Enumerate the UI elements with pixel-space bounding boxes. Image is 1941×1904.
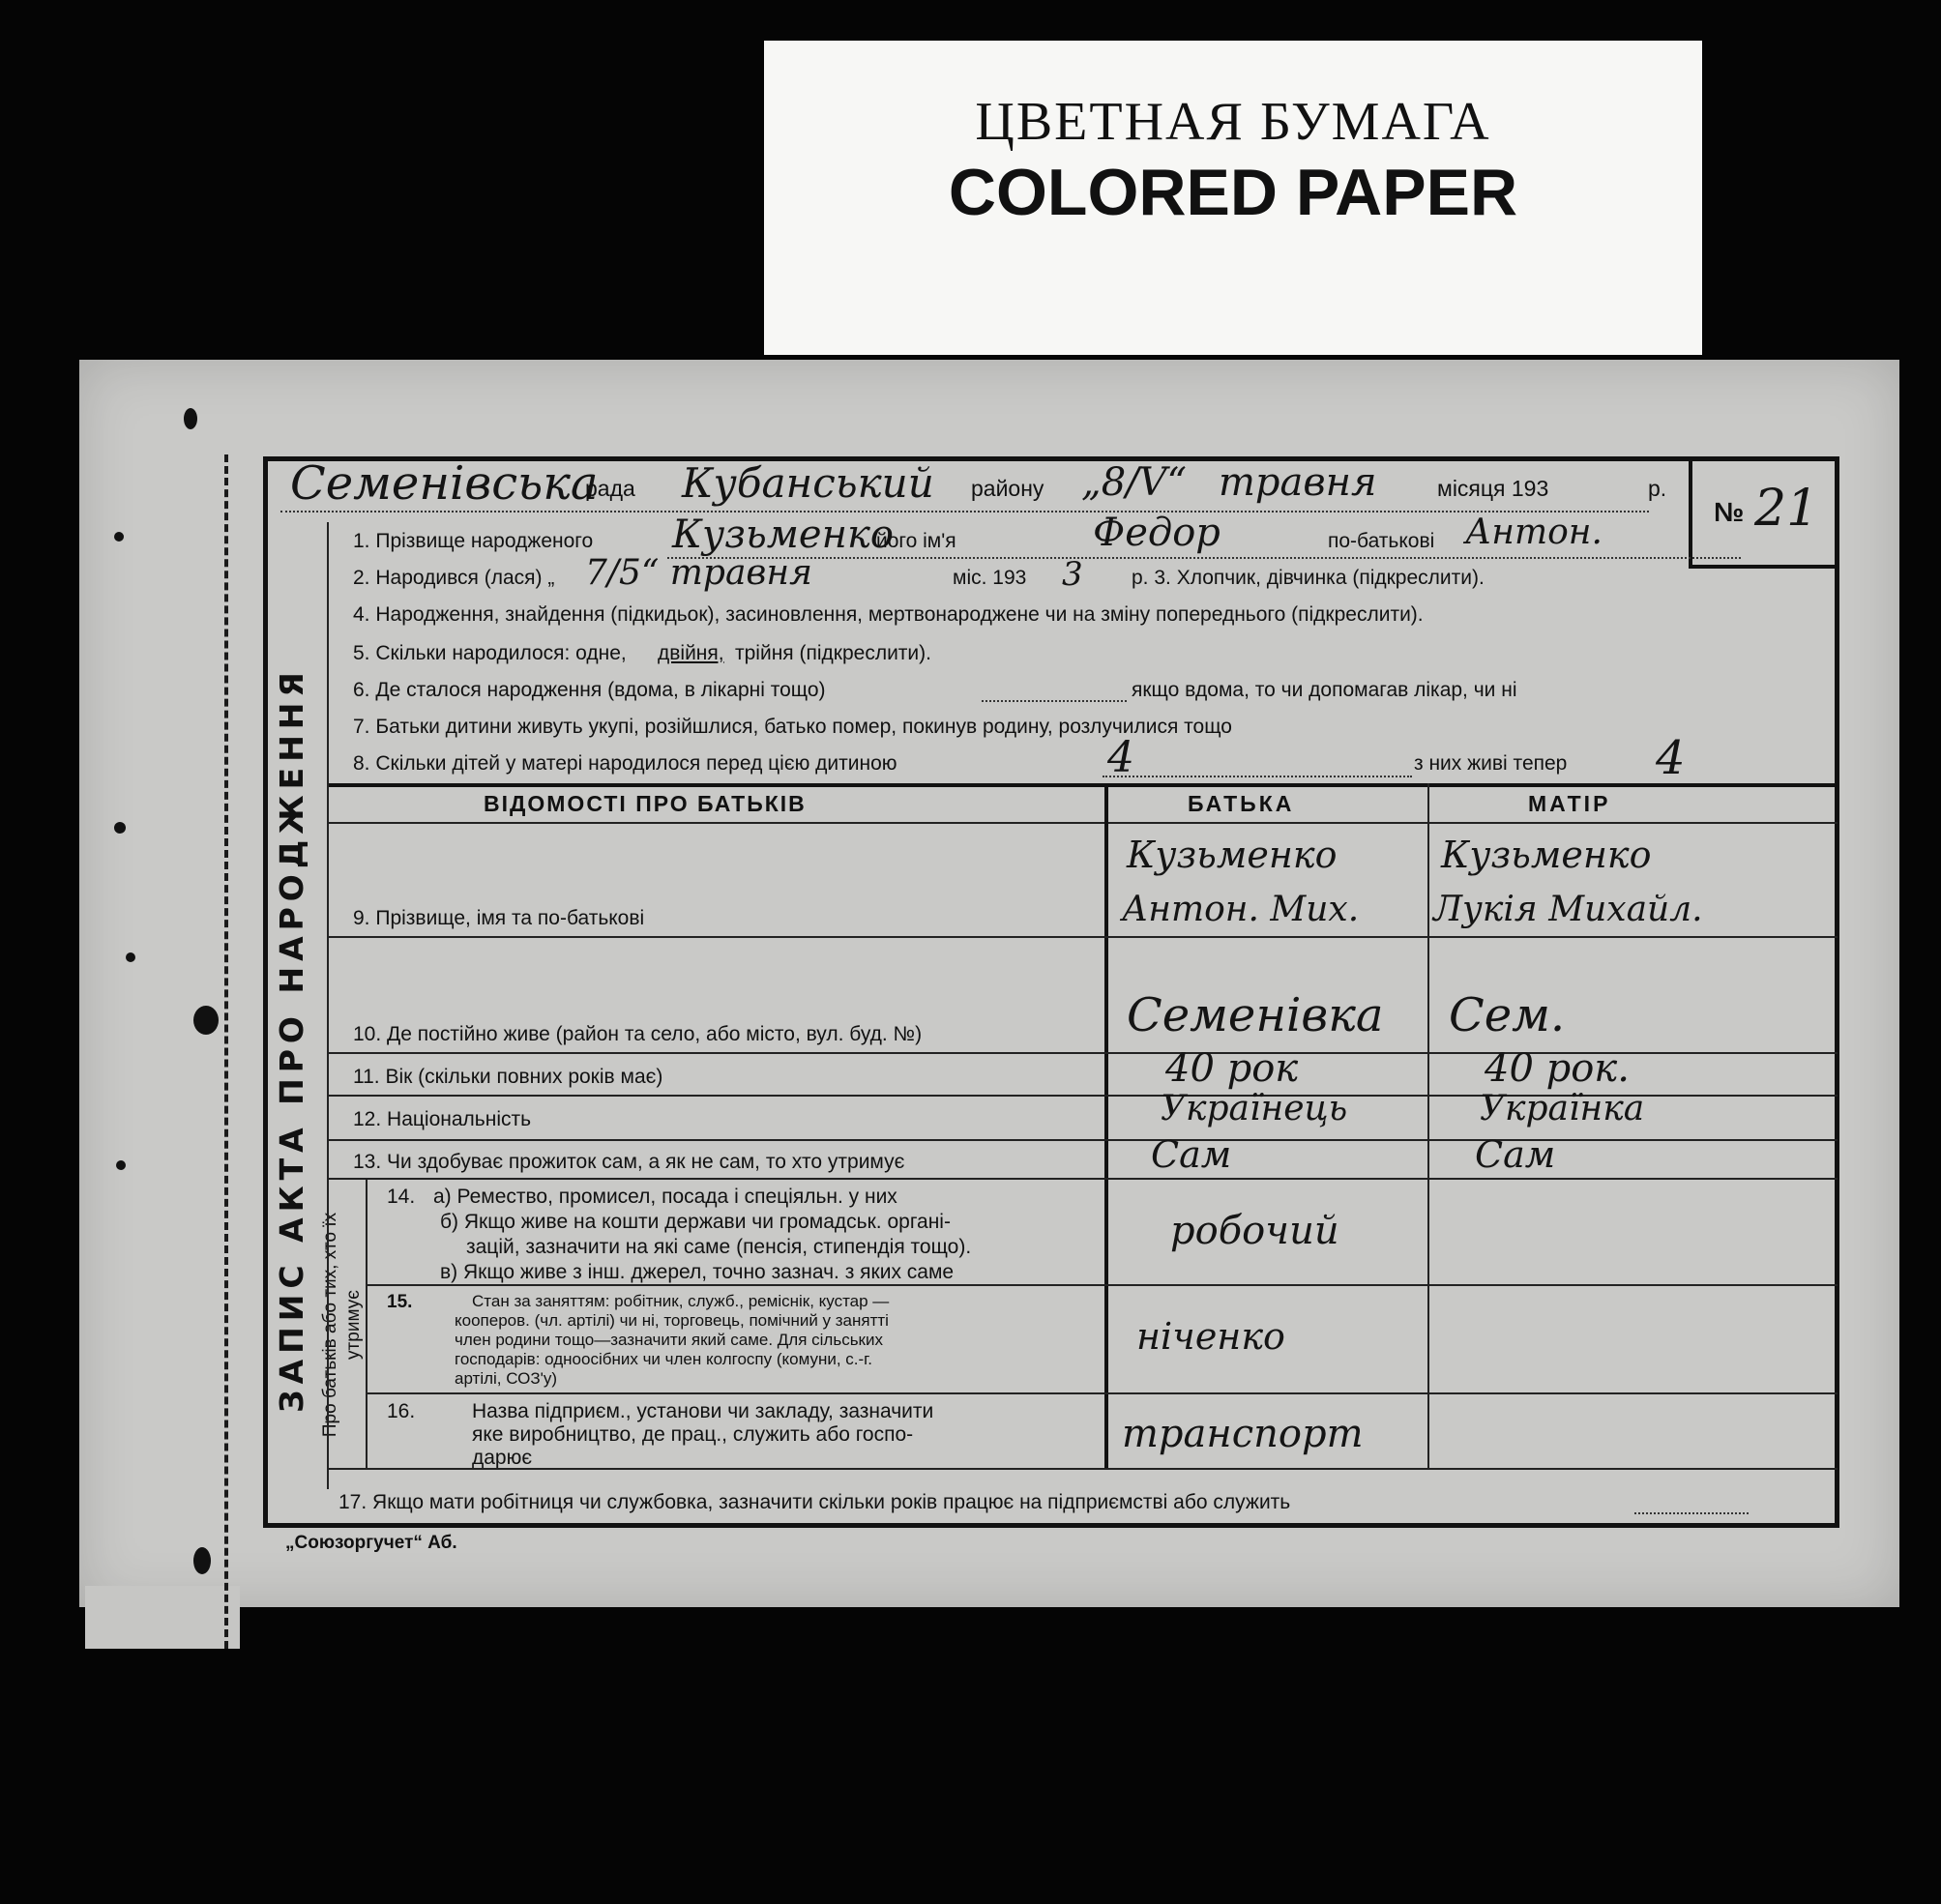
row1-label-name: його ім'я bbox=[876, 530, 956, 552]
ink-spot bbox=[193, 1547, 211, 1574]
child-surname-handwritten: Кузьменко bbox=[672, 513, 894, 557]
col-info-header: ВІДОМОСТІ ПРО БАТЬКІВ bbox=[484, 791, 807, 816]
row5-label-triplets: трійня (підкреслити). bbox=[735, 642, 931, 664]
month-label: місяця 193 bbox=[1437, 476, 1549, 501]
row1-label-surname: 1. Прізвище народженого bbox=[353, 530, 594, 552]
father-residence-handwritten: Семенівка bbox=[1127, 988, 1384, 1042]
father-status-handwritten: ніченко bbox=[1136, 1315, 1285, 1358]
row14-number: 14. bbox=[387, 1186, 416, 1208]
col-mother-header: МАТІР bbox=[1528, 791, 1611, 816]
row5-label-count: 5. Скільки народилося: одне, bbox=[353, 642, 627, 664]
row9-label: 9. Прізвище, імя та по-батькові bbox=[353, 907, 645, 929]
child-name-handwritten: Федор bbox=[1093, 511, 1220, 555]
children-count-handwritten: 4 bbox=[1107, 733, 1134, 782]
row14-b1: б) Якщо живе на кошти держави чи громадськ. органі- bbox=[440, 1211, 951, 1233]
child-patronymic-handwritten: Антон. bbox=[1465, 513, 1603, 552]
father-age-handwritten: 40 рок bbox=[1165, 1046, 1299, 1091]
father-name-handwritten: Антон. Мих. bbox=[1122, 890, 1360, 929]
col-divider-mother bbox=[1427, 783, 1429, 1468]
row8-label-children: 8. Скільки дітей у матері народилося перед цією дитиною bbox=[353, 752, 897, 775]
row10-label: 10. Де постійно живе (район та село, або місто, вул. буд. №) bbox=[353, 1023, 923, 1045]
colored-paper-label-card bbox=[764, 41, 1702, 355]
row15-line2: кооперов. (чл. артілі) чи ні, торговець, помічний у занятті bbox=[455, 1311, 889, 1330]
row5-twins-underlined: двійня, bbox=[658, 642, 724, 664]
row15-number: 15. bbox=[387, 1292, 413, 1312]
month-handwritten: травня bbox=[1219, 460, 1377, 505]
row6-label-doctor: якщо вдома, то чи допомагав лікар, чи ні bbox=[1132, 679, 1517, 701]
header-underline bbox=[280, 511, 1649, 513]
row2-label-born: 2. Народився (лася) „ bbox=[353, 567, 555, 589]
row12-bottom bbox=[327, 1139, 1838, 1141]
subrows-margin bbox=[366, 1178, 368, 1468]
row14-bottom bbox=[366, 1284, 1838, 1286]
row13-label: 13. Чи здобуває прожиток сам, а як не сам, то хто утримує bbox=[353, 1151, 905, 1173]
row12-label: 12. Національність bbox=[353, 1108, 532, 1130]
rada-label: рада bbox=[585, 476, 635, 501]
paper-tail bbox=[85, 1586, 240, 1649]
row6-dots bbox=[982, 700, 1127, 702]
ink-spot bbox=[114, 532, 124, 542]
father-nationality-handwritten: Українець bbox=[1161, 1089, 1348, 1128]
alive-count-handwritten: 4 bbox=[1656, 731, 1686, 785]
row17-label: 17. Якщо мати робітниця чи службовка, зазначити скільки років працює на підприємстві або служить bbox=[338, 1491, 1291, 1513]
row14-c: в) Якщо живе з інш. джерел, точно зазнач. з яких саме bbox=[440, 1261, 955, 1283]
day-handwritten: „8/V“ bbox=[1081, 460, 1187, 505]
label-title-en: COLORED PAPER bbox=[948, 156, 1518, 229]
number-label: № bbox=[1714, 497, 1745, 527]
mother-surname-handwritten: Кузьменко bbox=[1441, 834, 1652, 876]
col-divider-father bbox=[1104, 783, 1108, 1468]
row2-label-sex: р. 3. Хлопчик, дівчинка (підкреслити). bbox=[1132, 567, 1485, 589]
mother-residence-handwritten: Сем. bbox=[1449, 988, 1566, 1042]
row15-bottom bbox=[366, 1392, 1838, 1394]
row15-line4: господарів: одноосібних чи член колгоспу (комуни, с.-г. bbox=[455, 1350, 873, 1368]
row4-birth-type: 4. Народження, знайдення (підкидьок), засиновлення, мертвонароджене чи на зміну попереднього (підкреслити). bbox=[353, 603, 1424, 626]
year-suffix-label: р. bbox=[1648, 476, 1667, 501]
row11-label: 11. Вік (скільки повних років має) bbox=[353, 1066, 663, 1088]
birth-date-handwritten: 7/5“ травня bbox=[585, 553, 812, 593]
father-occupation-handwritten: робочий bbox=[1170, 1209, 1339, 1253]
row16-line1: Назва підприєм., установи чи закладу, зазначити bbox=[472, 1400, 934, 1422]
ink-spot bbox=[126, 952, 135, 962]
col-father-header: БАТЬКА bbox=[1188, 791, 1295, 816]
table-top-line bbox=[327, 783, 1838, 787]
table-header-bottom bbox=[327, 822, 1838, 824]
row16-line2: яке виробництво, де прац., служить або госпо- bbox=[472, 1423, 914, 1446]
mother-support-handwritten: Сам bbox=[1475, 1133, 1556, 1176]
raion-handwritten: Кубанський bbox=[682, 459, 934, 507]
father-support-handwritten: Сам bbox=[1151, 1133, 1232, 1176]
raion-label: району bbox=[971, 476, 1044, 501]
row14-a: а) Ремество, промисел, посада і спеціяльн. у них bbox=[433, 1186, 897, 1208]
row8-dots-a bbox=[1103, 776, 1412, 777]
row15-line1: Стан за заняттям: робітник, служб., реміснік, кустар — bbox=[472, 1292, 890, 1310]
birth-year-handwritten: 3 bbox=[1062, 555, 1083, 594]
row2-label-month: міс. 193 bbox=[953, 567, 1027, 589]
mother-name-handwritten: Лукія Михайл. bbox=[1433, 890, 1703, 929]
row1-dots bbox=[667, 557, 1741, 559]
row8-label-alive: з них живі тепер bbox=[1414, 752, 1568, 775]
row-number-margin bbox=[327, 522, 329, 1489]
row9-bottom bbox=[327, 936, 1838, 938]
mother-age-handwritten: 40 рок. bbox=[1485, 1046, 1630, 1091]
ink-spot bbox=[114, 822, 126, 834]
father-surname-handwritten: Кузьменко bbox=[1127, 834, 1338, 876]
row16-number: 16. bbox=[387, 1400, 416, 1422]
form-vertical-subtitle: Про батьків або тих, хто їх утримує bbox=[320, 1212, 364, 1438]
rada-handwritten: Семенівська bbox=[290, 456, 599, 511]
number-handwritten: 21 bbox=[1754, 480, 1819, 538]
father-workplace-handwritten: транспорт bbox=[1122, 1412, 1364, 1456]
row15-line3: член родини тощо—зазначити який саме. Для сільських bbox=[455, 1331, 883, 1349]
form-vertical-title: ЗАПИС АКТА ПРО НАРОДЖЕННЯ bbox=[273, 666, 310, 1413]
ink-spot bbox=[184, 408, 197, 429]
perforation-line bbox=[224, 454, 228, 1649]
row6-label-place: 6. Де сталося народження (вдома, в лікарні тощо) bbox=[353, 679, 826, 701]
printer-footer: „Союзоргучет“ Аб. bbox=[285, 1533, 457, 1553]
ink-spot bbox=[193, 1006, 219, 1035]
mother-nationality-handwritten: Українка bbox=[1480, 1089, 1645, 1128]
row16-bottom bbox=[327, 1468, 1838, 1470]
ink-spot bbox=[116, 1160, 126, 1170]
row1-label-patronymic: по-батькові bbox=[1328, 530, 1435, 552]
row7-parents-status: 7. Батьки дитини живуть укупі, розійшлися, батько помер, покинув родину, розлучилися тощо bbox=[353, 716, 1232, 738]
row14-b2: зацій, зазначити на які саме (пенсія, стипендія тощо). bbox=[466, 1236, 972, 1258]
row16-line3: дарює bbox=[472, 1447, 533, 1469]
row15-line5: артілі, СОЗ'у) bbox=[455, 1369, 558, 1388]
row17-dots bbox=[1634, 1512, 1749, 1514]
label-title-ru: ЦВЕТНАЯ БУМАГА bbox=[975, 92, 1491, 152]
row13-bottom bbox=[327, 1178, 1838, 1180]
